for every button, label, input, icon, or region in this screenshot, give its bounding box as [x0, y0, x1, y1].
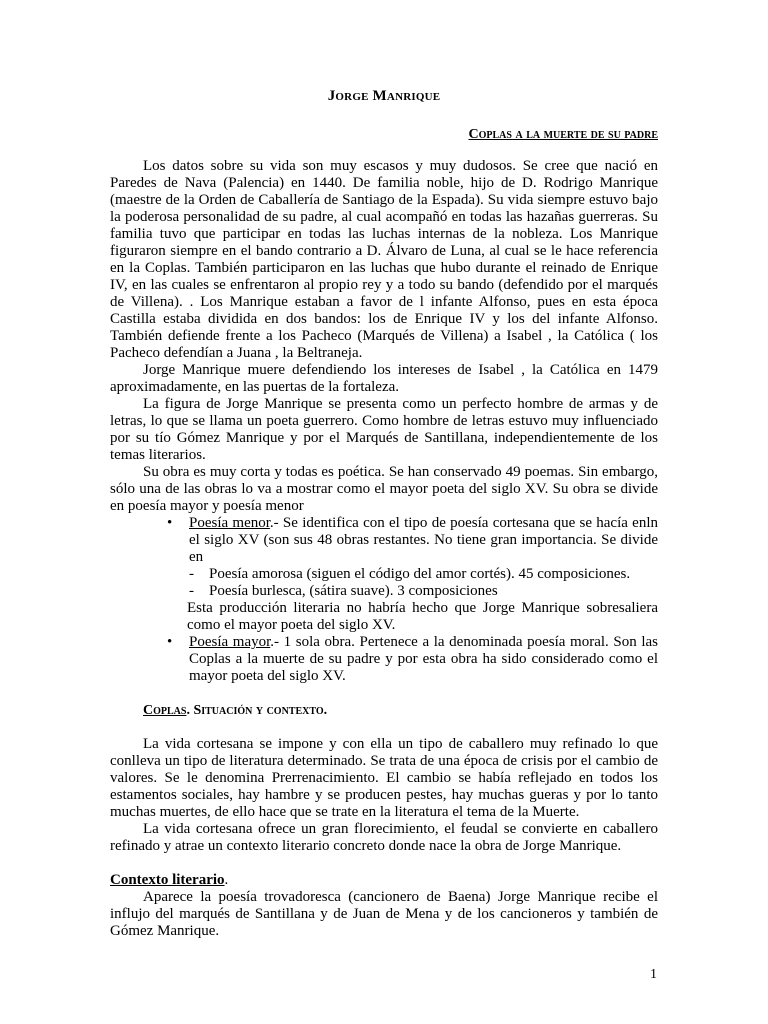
contexto-heading-text: Contexto literario [110, 872, 225, 888]
sub-list [189, 566, 658, 600]
bullet-icon: • [167, 634, 173, 650]
document-title-text: Jorge Manrique [327, 88, 441, 104]
dash-icon: - [189, 583, 194, 599]
sub-list-item [189, 566, 658, 583]
paragraph: La vida cortesana ofrece un gran florecimiento, el feudal se convierte en caballero refinado y atrae un contexto literario concreto donde nace la obra de Jorge Manrique. [110, 821, 658, 854]
paragraph: La figura de Jorge Manrique se presenta como un perfecto hombre de armas y de letras, lo que se llama un poeta guerrero. Como hombre de letras estuvo muy influenciado por su tío Gómez Manrique y por el Marqués de Santillana, independientemente de los temas literarios. [110, 396, 658, 463]
bullet-text: .- Se identifica con el tipo de poesía cortesana que se hacía enln el siglo XV (son sus 48 obras restantes. No tiene gran importancia. Se divide en [189, 515, 658, 565]
document-subtitle: Coplas a la muerte de su padre [468, 127, 658, 142]
sub-item-text: Poesía burlesca, (sátira suave). 3 composiciones [209, 583, 498, 599]
paragraph: Aparece la poesía trovadoresca (cancionero de Baena) Jorge Manrique recibe el influjo del marqués de Santillana y de Juan de Mena y de los cancioneros y también de Gómez Manrique. [110, 889, 658, 939]
section-heading-coplas [143, 702, 658, 719]
bullet-note: Esta producción literaria no habría hecho que Jorge Manrique sobresaliera como el mayor poeta del siglo XV. [187, 600, 658, 633]
document-body [110, 158, 658, 940]
spacer [110, 855, 658, 872]
bullet-text: .- 1 sola obra. Pertenece a la denominada poesía moral. Son las Coplas a la muerte de su padre y por esta obra ha sido considerado como el mayor poeta del siglo XV. [189, 634, 658, 684]
sub-item-text: Poesía amorosa (siguen el código del amor cortés). 45 composiciones. [209, 566, 631, 582]
page-number: 1 [650, 967, 657, 982]
section-heading-rest: . Situación y contexto. [186, 703, 328, 718]
section-heading-underlined: Coplas [143, 703, 187, 718]
paragraph: Jorge Manrique muere defendiendo los intereses de Isabel , la Católica en 1479 aproximadamente, en las puertas de la fortaleza. [110, 362, 658, 395]
bullet-item-poesia-mayor [167, 634, 658, 685]
spacer [110, 719, 658, 736]
document-title [110, 88, 658, 105]
paragraph: La vida cortesana se impone y con ella un tipo de caballero muy refinado lo que conlleva un tipo de literatura determinado. Se trata de una época de crisis por el cambio de valores. Se le denomina Prerrenacimiento. El cambio se había reflejado en todos los estamentos sociales, hay hambre y se producen pestes, hay muchas gueras y por lo tanto muchas muertes, de ello hace que se trate en la literatura el tema de la Muerte. [110, 736, 658, 820]
bullet-list [110, 515, 658, 685]
section-heading-contexto [110, 872, 658, 889]
paragraph: Su obra es muy corta y todas es poética. Se han conservado 49 poemas. Sin embargo, sólo una de las obras lo va a mostrar como el mayor poeta del siglo XV. Su obra se divide en poesía mayor y poesía menor [110, 464, 658, 514]
bullet-label: Poesía menor [189, 515, 270, 531]
bullet-item-poesia-menor [167, 515, 658, 634]
contexto-heading-suffix: . [224, 872, 229, 888]
paragraph: Los datos sobre su vida son muy escasos y muy dudosos. Se cree que nació en Paredes de Nava (Palencia) en 1440. De familia noble, hijo de D. Rodrigo Manrique (maestre de la Orden de Caballería de Santiago de la Espada). Su vida siempre estuvo bajo la poderosa personalidad de su padre, al cual acompañó en todas las hazañas guerreras. Su familia tuvo que participar en todas las luchas internas de la nobleza. Los Manrique figuraron siempre en el bando contrario a D. Álvaro de Luna, al cual se le hace referencia en la Coplas. También participaron en las luchas que hubo durante el reinado de Enrique IV, en las cuales se enfrentaron al propio rey y a todo su bando (defendido por el marqués de Villena). . Los Manrique estaban a favor de l infante Alfonso, pues en esta época Castilla estaba dividida en dos bandos: los de Enrique IV y los del infante Alfonso. También defiende frente a los Pacheco (Marqués de Villena) a Isabel , la Católica ( los Pacheco defendían a Juana , la Beltraneja. [110, 158, 658, 361]
bullet-label: Poesía mayor [189, 634, 271, 650]
bullet-icon: • [167, 515, 173, 531]
sub-list-item [189, 583, 658, 600]
dash-icon: - [189, 566, 194, 582]
